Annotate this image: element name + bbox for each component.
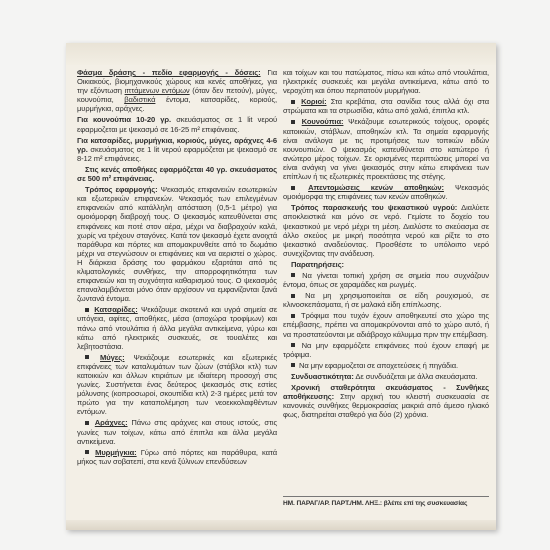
scope-text-2: (όταν δεν πετούν), μύγες, κουνούπια, [77,86,277,105]
remark-text: Τρόφιμα που τυχόν έχουν αποθηκευτεί στο χώρο της επέμβασης, πρέπει να απομακρύνονται από το χώρο αυτό, ή να προστατεύονται με αδιάβροχο κάλυμμα πριν την επέμβαση. [283,311,489,339]
storage-text: Στην αρχική του κλειστή συσκευασία σε κανονικές συνθήκες θερμοκρασίας μακριά από άμεσο ηλιακό φως, διατηρείται σταθερό για δύο (2) χρόνια. [283,392,489,420]
compatibility-text: Δε συνδυάζεται με άλλα σκευάσματα. [355,371,478,381]
mosquitoes-text: Ψεκάζουμε εσωτερικούς τοίχους, οροφές κατοικιών, στάβλων, αποθηκών κτλ. Τα σημεία εφαρμογής είναι ανάλογα με τις προτιμήσεις των τοπικών ειδών κουνουπιών. Ο ψεκασμός κατευθύνεται στο κατώτερο ή ανώτερο μέρος τοίχων. Σε ορισμένες περιπτώσεις μπορεί να είναι ανάγκη να γίνει ψεκασμός στην κάτω επιφάνεια των επίπλων ή τις εξωτερικές προεκτάσεις της στέγης. [283,117,490,182]
remarks-heading: Παρατηρήσεις: [291,259,344,269]
mosquito-dose-text: σκευάσματος σε 1 lit νερού εφαρμοζεται με ψεκασμό σε 16-25 m² επιφάνειας. [77,115,277,134]
bullet-square-icon [291,273,295,277]
remarks-paragraph [283,260,489,269]
storage-paragraph [283,383,489,419]
batch-info-footer: ΗΜ. ΠΑΡΑΓ/ΑΡ. ΠΑΡΤ./ΗΜ. ΛΗΞ.: βλέπε επί της συσκευασίας [283,500,468,507]
warehouse-text: Ψεκασμός ομοιόμορφα της επιφάνειες των κενών αποθηκών. [283,183,489,202]
ants-text: Γύρω από πόρτες και παράθυρα, κατά μήκος των σοβατεπί, στα κενά ξύλινων επενδύσεων [77,447,277,466]
remark-item [283,291,489,309]
mosquitoes-paragraph [283,117,489,181]
remark-text: Να μην εφαρμοζεται σε αποχετεύσεις ή πηγάδια. [299,360,458,370]
warehouse-heading: Απεντομώσεις κενών αποθηκών: [308,183,444,193]
warehouse-dose-paragraph: Στις κενές αποθήκες εφαρμόζεται 40 γρ. σκευάσματος σε 500 m² επιφάνειας. [77,164,277,184]
bullet-square-icon [291,314,295,318]
cockroaches-paragraph [77,305,277,350]
flies-paragraph [77,353,277,417]
spiders-heading: Αράχνες: [94,418,128,428]
bullet-square-icon [85,421,89,425]
preparation-text: Διαλύετε αποκλειστικά και μόνο σε νερό. Γεμίστε το δοχείο του ψεκαστικού με νερό μέχρι τη μέση. Διαλύστε το σκεύασμα σε άλλο σκεύος με μικρή ποσότητα νερού και ρίξτε το στο ψεκαστικό αναδεύοντας. Προσθέστε το υπόλοιπο νερό συνεχίζοντας την ανάδευση. [283,203,489,258]
remark-text: Να γίνεται τοπική χρήση σε σημεία που συχνάζουν έντομα, όπως σε χαραμάδες και ρωγμές. [283,270,489,290]
bedbugs-paragraph [283,97,489,115]
bullet-square-icon [291,186,295,190]
cockroaches-heading: Κατσαρίδες: [94,305,138,315]
application-text: Ψεκασμός επιφανειών εσωτερικών και εξωτερικών επιφανειών. Ψεκασμός των επιλεγμένων επιφανειών από κατάλληλη απόσταση (0,5-1 μέτρο) για ομοιόμορφη διαβροχή τους. Ο ψεκασμός κατευθύνεται στις επιφάνειες και ποτέ στον αέρα, μέχρι να διαβραχούν καλά, χωρίς να τρέχουν σταγόνες. Κατά τον ψεκασμό έχετε ανοιχτά παράθυρα και πόρτες και απομακρυνθείτε από το δωμάτιο μέχρι να στεγνώσουν οι επιφάνειες και να αεριστεί ο χώρος. Η διάρκεια δράσης του φαρμάκου εξαρτάται από τις κλιματολογικές συνθήκες, την απορροφητικότητα των επιφανειών και τη συχνότητα καθαρισμού τους. Ο ψεκασμός επαναλαμβάνεται μόνο όταν αρχίσουν να εμφανίζονται ξανά ζωντανά έντομα. [77,185,278,304]
cockroaches-text: Ψεκάζουμε σκοτεινά και υγρά σημεία σε υπόγεια, αφίτες, αποθήκες, μέσα (αποχώρα τροφίμων) και πάνω από ντουλάπια ή άλλα μεγάλα αντικείμενα, γύρω και κάτω από ηλεκτρικές συσκευές, σε τουαλέτες και λεβητοστάσια. [77,305,277,351]
bullet-square-icon [291,120,295,124]
footer-divider [283,496,489,497]
bullet-square-icon [291,343,295,347]
application-paragraph [77,185,277,303]
ants-paragraph [77,448,277,466]
flying-insects-text: ιπτάμενων εντόμων [124,86,190,96]
cockroach-dose-paragraph [77,136,277,163]
preparation-paragraph [283,203,489,258]
remark-item [283,341,489,359]
mosquito-dose-heading: Για κουνούπια 10-20 γρ. [77,115,171,125]
warehouse-paragraph [283,183,489,201]
mosquito-dose-paragraph [77,115,277,133]
box-top-edge [66,43,496,65]
storage-heading: Χρονική σταθερότητα σκευάσματος - Συνθήκες αποθήκευσης: [283,383,489,402]
bullet-square-icon [85,450,89,454]
bedbugs-heading: Κοριοί: [301,97,327,107]
flies-heading: Μύγες: [100,352,125,362]
left-text-column [77,68,277,468]
flies-text: Ψεκάζουμε εσωτερικές και εξωτερικές επιφάνειες των καταλυμάτων των ζώων (στάβλοι κτλ) των κατοικιών και άλλων κτιριάτων με ιδιαίτερη προσοχή στις γωνίες. Συστήνεται ένας δεύτερος ψεκασμός στις εστίες μόλυνσης (κοπροσωροί, σκουπίδια κτλ) 2-3 ημέρες μετά τον πρώτο για την καταπολέμηση των νεοεκκολαφθέντων εντόμων. [77,352,278,417]
cockroach-dose-text: σκευάσματος σε 1 lit νερού εφαρμόζεται με ψεκασμό σε 8-12 m² επιφάνειες. [77,144,277,163]
compatibility-heading: Συνδυαστικότητα: [291,371,354,381]
remark-item [283,311,489,338]
remark-text: Να μην εφαρμόζετε επιφάνειες πού έχουν επαφή με τρόφιμα. [283,340,490,359]
application-heading: Τρόπος εφαρμογής: [85,185,158,195]
bullet-square-icon [291,294,295,298]
scope-text: Για Οικιακούς, βιομηχανικούς χώρους και κενές αποθήκες, για την εξόντωση [77,68,278,96]
scope-text-3: έντομα, κατσαρίδες, κοριούς, μυρμήγκια, αράχνες. [77,95,278,114]
remark-item [283,271,489,289]
box-bottom-edge [66,520,496,530]
spiders-text: Πάνω στις αράχνες και στους ιστούς, στις γωνίες των τοίχων, κάτω από έπιπλα και άλλα μεγάλα αντικείμενα. [77,418,278,446]
mosquitoes-heading: Κουνούπια: [301,117,344,127]
right-text-column [283,68,489,421]
scope-heading: Φάσμα δράσης - πεδίο εφαρμογής - δόσεις: [77,68,261,77]
cockroach-dose-heading: Για κατσαρίδες, μυρμήγκια, κοριούς, μύγες, αράχνες 4-6 γρ. [77,135,277,154]
spiders-paragraph [77,418,277,445]
crawling-text: βαδιστικά [124,95,156,105]
ants-heading: Μυρμήγκια: [95,447,137,457]
bullet-square-icon [291,100,295,104]
bedbugs-text: Στα κρεβάτια, στα σανίδια τους αλλά όχι στα στρώματα και τα στρωσίδια, κάτω από χαλιά, έπιπλα κτλ. [283,97,489,116]
scope-paragraph [77,68,277,113]
ants-continued-paragraph: και τοίχων και του πατώματος, πίσω και κάτω από ντουλάπια, ηλεκτρικές συσκευές και μεγάλα αντικείμενα, κάτω από το νεροχύτη και όπου περπατούν μυρμήγκια. [283,68,489,96]
remark-text: Να μη χρησιμοποιείται σε είδη ρουχισμού, σε κλινοσκεπάσματα, ή σε μαλακά είδη επίπλωσης. [283,291,489,310]
bullet-square-icon [85,355,89,359]
remark-item [283,361,489,370]
bullet-square-icon [291,363,295,367]
bullet-square-icon [85,308,89,312]
compatibility-paragraph [283,372,489,381]
preparation-heading: Τρόπος παρασκευής του ψεκαστικού υγρού: [291,203,458,213]
